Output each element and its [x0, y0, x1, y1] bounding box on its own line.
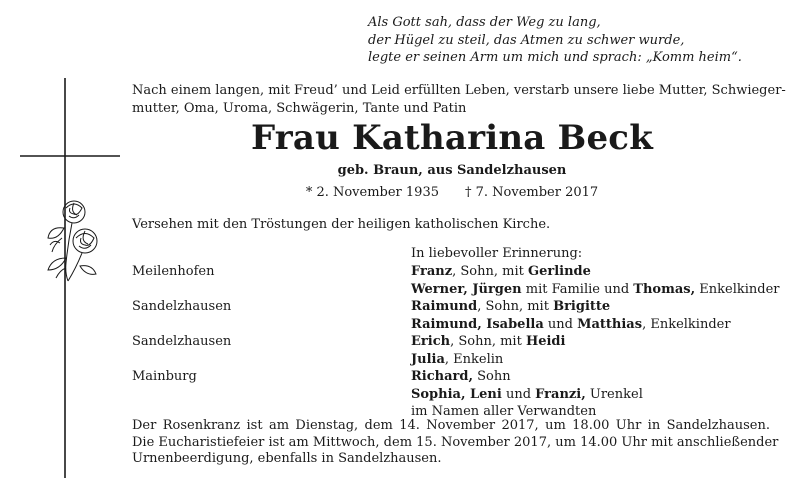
- mourner-line: [411, 263, 780, 281]
- mourner-line: [411, 386, 780, 404]
- mourner-name: Werner, Jürgen: [411, 281, 522, 297]
- place-name: [132, 351, 231, 369]
- birth-date: * 2. November 1935: [305, 185, 439, 200]
- place-name: Sandelzhausen: [132, 299, 232, 314]
- mourner-relation: und: [543, 316, 578, 332]
- mourner-name: Franz: [411, 264, 453, 279]
- place-name: Sandelzhausen: [132, 334, 232, 349]
- poem-line: der Hügel zu steil, das Atmen zu schwer wurde,: [368, 32, 685, 48]
- mourner-line: [411, 316, 780, 334]
- intro-line: Nach einem langen, mit Freud’ und Leid erfüllten Leben, verstarb unsere liebe Mutter, Schwieger-: [132, 83, 786, 98]
- mourner-name: Heidi: [525, 334, 566, 349]
- death-date: † 7. November 2017: [465, 185, 599, 200]
- funeral-details: [132, 418, 779, 468]
- mourner-name: Brigitte: [553, 299, 611, 314]
- mourner-name: Thomas,: [633, 281, 696, 297]
- mourner-name: Raimund: [411, 299, 478, 314]
- birth-name: geb. Braun, aus Sandelzhausen: [337, 163, 567, 178]
- mourner-name: Richard,: [411, 369, 473, 384]
- mourner-name: Franzi,: [535, 386, 586, 402]
- mourner-relation: Urenkel: [585, 386, 643, 402]
- mourner-line: [411, 351, 780, 369]
- mourner-name: Julia: [411, 351, 445, 367]
- place-name: Meilenhofen: [132, 264, 215, 279]
- place-name: [132, 281, 231, 299]
- mourner-relation: mit Familie und: [521, 281, 634, 297]
- intro-line: mutter, Oma, Uroma, Schwägerin, Tante und Patin: [132, 100, 467, 116]
- mourner-relation: im Namen aller Verwandten: [411, 404, 597, 419]
- mourner-line: [411, 298, 780, 316]
- mourner-line: [411, 333, 780, 351]
- mourner-relation: , Enkelkinder: [642, 316, 731, 332]
- mourner-places: [132, 263, 231, 386]
- place-name: [132, 316, 231, 334]
- mourner-name: Raimund, Isabella: [411, 316, 544, 332]
- mourner-name: Sophia, Leni: [411, 386, 502, 402]
- mourner-relation: , Sohn, mit: [477, 299, 554, 314]
- mourner-line: [411, 281, 780, 299]
- sacraments-line: Versehen mit den Tröstungen der heiligen katholischen Kirche.: [132, 217, 551, 232]
- memory-heading: In liebevoller Erinnerung:: [411, 246, 583, 261]
- death-announcement-text: [132, 82, 786, 117]
- mourner-name: Matthias: [577, 316, 643, 332]
- life-dates: [132, 184, 772, 202]
- funeral-line: Der Rosenkranz ist am Dienstag, dem 14. November 2017, um 18.00 Uhr in Sandelzhausen.: [132, 418, 770, 433]
- mourner-name: Gerlinde: [527, 264, 591, 279]
- mourner-relation: , Enkelin: [444, 351, 504, 367]
- place-name: Mainburg: [132, 369, 197, 384]
- deceased-name: Frau Katharina Beck: [251, 118, 653, 158]
- mourner-relation: Enkelkinder: [695, 281, 780, 297]
- mourner-relation: , Sohn, mit: [450, 334, 526, 349]
- mourner-line: [411, 368, 780, 386]
- memorial-poem: [368, 14, 778, 67]
- mourner-relation: Sohn: [473, 369, 511, 384]
- mourner-relation: , Sohn, mit: [452, 264, 528, 279]
- mourner-relation: und: [501, 386, 536, 402]
- poem-line: Als Gott sah, dass der Weg zu lang,: [368, 15, 601, 30]
- mourner-name: Erich: [411, 334, 451, 349]
- funeral-line: Urnenbeerdigung, ebenfalls in Sandelzhausen.: [132, 451, 442, 466]
- poem-line: legte er seinen Arm um mich und sprach: „Komm heim“.: [368, 50, 742, 65]
- mourner-list: [411, 263, 780, 421]
- cross-with-roses-icon: [20, 78, 120, 478]
- funeral-line: Die Eucharistiefeier ist am Mittwoch, dem 15. November 2017, um 14.00 Uhr mit anschließender: [132, 434, 779, 450]
